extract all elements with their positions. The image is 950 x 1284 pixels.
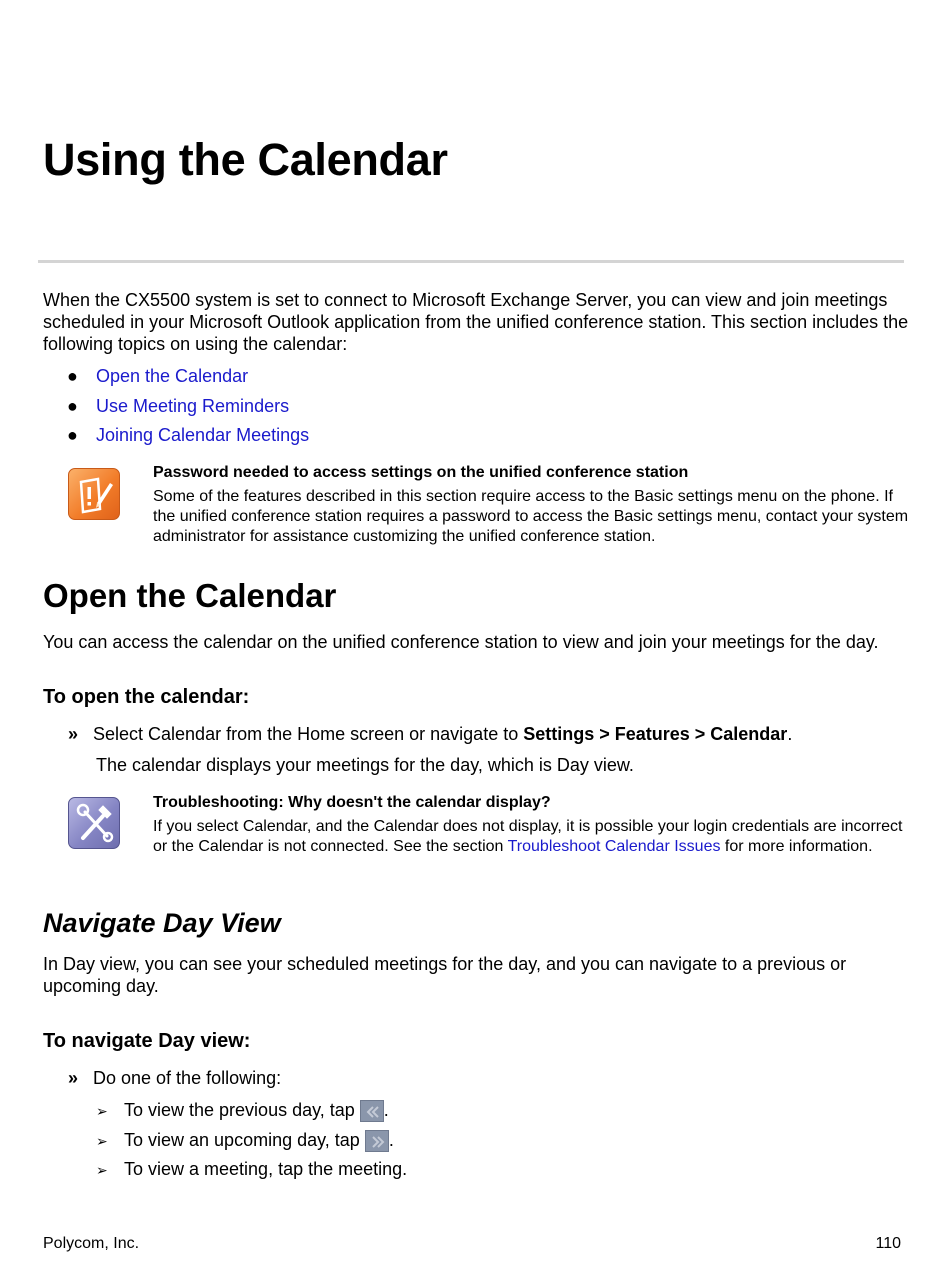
note-title: Troubleshooting: Why doesn't the calendar display? <box>153 794 551 811</box>
section-heading-open-calendar: Open the Calendar <box>43 577 337 614</box>
intro-paragraph: When the CX5500 system is set to connect to Microsoft Exchange Server, you can view and join meetings scheduled in your Microsoft Outlook application from the unified conference station. This section includes the following topics on using the calendar: <box>43 290 909 354</box>
step-result: The calendar displays your meetings for the day, which is Day view. <box>96 755 634 775</box>
arrow-bullet: ➢ <box>96 1132 108 1149</box>
step-marker: » <box>68 1068 79 1088</box>
note-text: Some of the features described in this section require access to the Basic settings menu on the phone. If the unified conference station requires a password to access the Basic settings menu, contact your system administrator for assistance customizing the unified conference station. <box>153 488 909 545</box>
section-heading-navigate-day-view: Navigate Day View <box>43 908 281 938</box>
page-title: Using the Calendar <box>43 134 448 185</box>
step-text: Do one of the following: <box>93 1068 282 1088</box>
arrow-bullet: ➢ <box>96 1103 108 1119</box>
option-punctuation: . <box>388 1129 394 1150</box>
open-calendar-description: You can access the calendar on the unified conference station to view and join your meetings for the day. <box>43 632 879 652</box>
arrow-bullet: ➢ <box>96 1162 108 1178</box>
option-text: To view the previous day, tap <box>124 1100 360 1120</box>
list-item <box>96 1098 407 1128</box>
tools-icon <box>68 797 120 849</box>
troubleshoot-calendar-link[interactable]: Troubleshoot Calendar Issues <box>507 838 721 855</box>
navigate-day-view-description: In Day view, you can see your scheduled meetings for the day, and you can navigate to a previous or upcoming day. <box>43 954 847 996</box>
footer-company: Polycom, Inc. <box>43 1235 140 1252</box>
note-title: Password needed to access settings on the unified conference station <box>153 464 689 481</box>
topic-link-meeting-reminders[interactable]: Use Meeting Reminders <box>96 395 290 416</box>
previous-day-icon[interactable] <box>360 1100 384 1122</box>
password-note <box>153 463 913 547</box>
option-text: To view a meeting, tap the meeting. <box>124 1159 408 1179</box>
list-item <box>96 1157 407 1187</box>
option-text: To view an upcoming day, tap <box>124 1129 365 1150</box>
bullet: ● <box>67 366 78 386</box>
procedure-heading-navigate-day-view: To navigate Day view: <box>43 1030 251 1052</box>
warning-note-icon <box>68 468 120 520</box>
troubleshooting-note <box>153 793 913 857</box>
bullet: ● <box>67 425 78 445</box>
navigation-options-list <box>96 1098 407 1187</box>
next-day-icon[interactable] <box>365 1130 389 1152</box>
open-calendar-step <box>68 723 792 745</box>
note-text <box>153 817 913 857</box>
bullet: ● <box>67 395 78 416</box>
menu-path: Settings > Features > Calendar <box>523 724 788 744</box>
footer-page-number: 110 <box>875 1235 901 1252</box>
step-marker: » <box>68 724 79 744</box>
navigate-step <box>68 1067 281 1089</box>
procedure-heading-open-calendar: To open the calendar: <box>43 686 250 708</box>
step-punctuation: . <box>787 724 793 744</box>
topic-link-open-calendar[interactable]: Open the Calendar <box>96 366 249 386</box>
note-text-part: for more information. <box>720 838 873 855</box>
note-text-part: If you select Calendar, and the Calendar does not display, it is possible your login credentials are incorrect or the Calendar is not connected. See the section <box>153 818 903 855</box>
list-item <box>96 1128 407 1158</box>
step-text: Select Calendar from the Home screen or navigate to <box>93 724 524 744</box>
title-divider <box>38 260 904 263</box>
topic-link-joining-meetings[interactable]: Joining Calendar Meetings <box>96 425 310 445</box>
option-punctuation: . <box>383 1100 389 1120</box>
